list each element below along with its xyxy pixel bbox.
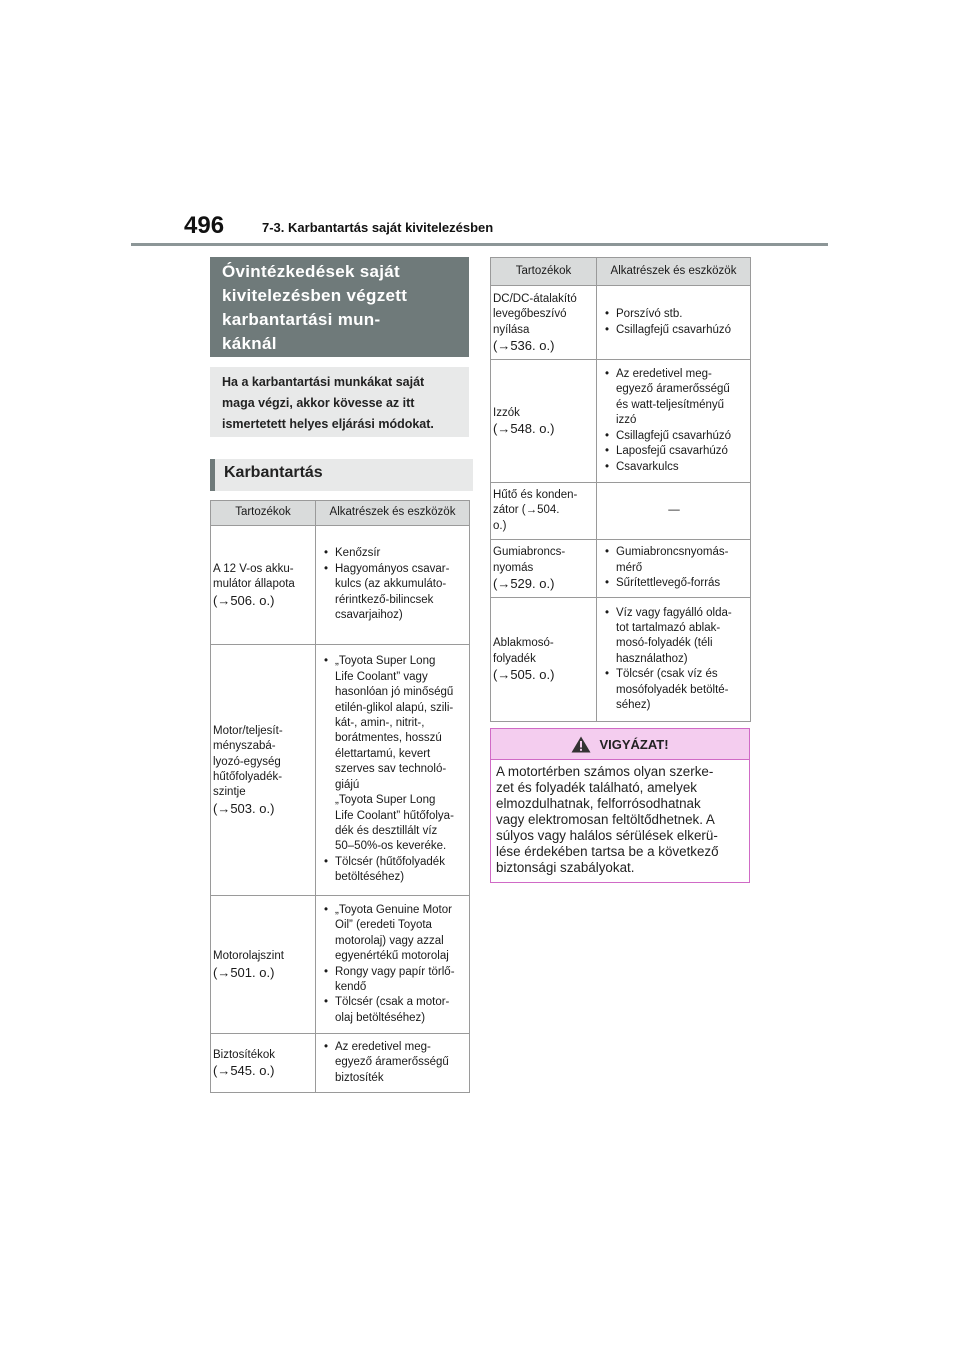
topic-title-line: karbantartási mun-: [222, 310, 381, 329]
page-number: 496: [184, 212, 225, 239]
list-item: • Csillagfejű csavarhúzó: [616, 323, 748, 338]
caution-line: A motortérben számos olyan szerke-: [496, 764, 714, 779]
component-text: nyomás: [493, 561, 534, 574]
component-text: Biztosítékok: [213, 1048, 275, 1061]
component-cell: [491, 360, 597, 483]
component-text: Izzók: [493, 406, 520, 419]
list-item: • Tölcsér (csak víz és mosófolyadék betölté- séhez): [616, 667, 748, 713]
caution-line: zet és folyadék található, amelyek: [496, 780, 697, 795]
table-row: [211, 1034, 470, 1093]
caution-body: [491, 760, 749, 880]
table-header-row: [491, 258, 751, 286]
list-item: • Laposfejű csavarhúzó: [616, 444, 748, 459]
list-item: • Sűrítettlevegő-forrás: [616, 576, 748, 591]
component-text: hűtőfolyadék-: [213, 771, 283, 783]
parts-cell-empty-dash: —: [597, 483, 751, 540]
list-item: • Az eredetivel meg- egyező áramerősségű és watt-teljesítményű izzó: [616, 367, 748, 429]
table-row: [491, 598, 751, 722]
page-reference: (→501. o.): [213, 964, 275, 980]
right-maintenance-table: [490, 257, 751, 722]
list-item: • Tölcsér (hűtőfolyadék betöltéséhez): [335, 855, 467, 886]
topic-title-line: káknál: [222, 334, 277, 353]
component-cell: [211, 896, 316, 1034]
page-reference: (→506. o.): [213, 592, 275, 608]
caution-header: [491, 729, 749, 760]
parts-cell: [597, 286, 751, 360]
subheading: Karbantartás: [210, 459, 473, 491]
component-cell: [491, 483, 597, 540]
table-row: [491, 483, 751, 540]
left-maintenance-table: [210, 500, 470, 1093]
intro-line: Ha a karbantartási munkákat saját: [222, 375, 425, 389]
parts-cell: [597, 598, 751, 722]
component-text: o.): [493, 519, 507, 532]
component-text: szintje: [213, 786, 246, 799]
list-item: • Tölcsér (csak a motor- olaj betöltéséhez): [335, 995, 467, 1026]
parts-cell: [316, 1034, 470, 1093]
component-text: Hűtő és konden-: [493, 488, 578, 501]
list-item: • Rongy vagy papír törlő- kendő: [335, 965, 467, 996]
section-title: 7-3. Karbantartás saját kivitelezésben: [262, 220, 494, 235]
header-rule: [131, 243, 828, 246]
page-reference: (→545. o.): [213, 1063, 275, 1078]
table-row: [491, 286, 751, 360]
caution-line: lése érdekében tartsa be a következő: [496, 844, 719, 859]
page-reference: (→548. o.): [493, 421, 555, 436]
topic-title-box: [210, 257, 469, 357]
list-item: • Hagyományos csavar- kulcs (az akkumuláto- rérintkező-bilincsek csavarjaihoz): [335, 562, 467, 624]
component-text: Gumiabroncs-: [493, 546, 566, 559]
page-reference: (→536. o.): [493, 337, 555, 353]
component-text: nyílása: [493, 323, 530, 336]
component-text: Motorolajszint: [213, 950, 284, 963]
intro-line: ismertetett helyes eljárási módokat.: [222, 417, 434, 431]
header-parts: Alkatrészek és eszközök: [597, 258, 751, 286]
page-reference: (→503. o.): [213, 800, 275, 816]
caution-title: VIGYÁZAT!: [599, 736, 669, 752]
list-item: • Csavarkulcs: [616, 460, 748, 475]
component-cell: [491, 598, 597, 722]
list-item: • Csillagfejű csavarhúzó: [616, 429, 748, 444]
component-text: mulátor állapota: [213, 578, 295, 591]
parts-cell: [316, 645, 470, 896]
list-item: • Az eredetivel meg- egyező áramerősségű biztosíték: [335, 1040, 467, 1086]
table-row: [211, 645, 470, 896]
table-row: [211, 896, 470, 1034]
component-text: Motor/teljesít-: [213, 724, 283, 737]
component-text: folyadék: [493, 652, 536, 665]
topic-title-line: kivitelezésben végzett: [222, 286, 408, 305]
component-text: zátor (→504.: [493, 504, 560, 517]
list-item: • „Toyota Super Long Life Coolant” vagy hasonlóan jó minőségű etilén-glikol alapú, szili- kát-, amin-, nitrit-, borátmentes, hosszú élettartamú, kevert szerves sav technoló- giájú „Toyota Super Long Life Coolant” hűtőfolya- dék és desztillált víz 50–50%-os keveréke.: [335, 654, 467, 854]
component-cell: [211, 645, 316, 896]
component-text: lyozó-egység: [213, 755, 281, 768]
caution-line: súlyos vagy halálos sérülések elkerü-: [496, 828, 718, 843]
list-item: • Porszívó stb.: [616, 307, 748, 322]
header-components: Tartozékok: [491, 258, 597, 286]
parts-cell: [597, 540, 751, 598]
caution-line: elmozdulhatnak, felforrósodhatnak: [496, 796, 701, 811]
warning-triangle-icon: [571, 736, 591, 753]
component-cell: [491, 286, 597, 360]
component-text: A 12 V-os akku-: [213, 562, 294, 575]
component-text: DC/DC-átalakító: [493, 292, 577, 305]
intro-line: maga végzi, akkor kövesse az itt: [222, 396, 415, 410]
list-item: • Kenőzsír: [335, 546, 467, 561]
component-text: Ablakmosó-: [493, 637, 554, 650]
component-cell: [491, 540, 597, 598]
component-text: levegőbeszívó: [493, 308, 567, 321]
parts-cell: [316, 526, 470, 645]
component-cell: [211, 526, 316, 645]
caution-line: vagy elektromosan feltöltődhetnek. A: [496, 812, 715, 827]
table-row: [491, 360, 751, 483]
component-text: ményszabá-: [213, 740, 276, 753]
list-item: • Gumiabroncsnyomás- mérő: [616, 545, 748, 576]
parts-cell: [316, 896, 470, 1034]
parts-cell: [597, 360, 751, 483]
page-reference: (→505. o.): [493, 667, 555, 683]
caution-line: biztonsági szabályokat.: [496, 860, 635, 875]
list-item: • Víz vagy fagyálló olda- tot tartalmazó ablak- mosó-folyadék (téli használathoz): [616, 606, 748, 668]
component-cell: [211, 1034, 316, 1093]
table-header-row: [211, 501, 470, 526]
table-row: [491, 540, 751, 598]
list-item: • „Toyota Genuine Motor Oil” (eredeti Toyota motorolaj) vagy azzal egyenértékű motorolaj: [335, 903, 467, 965]
topic-title-line: Óvintézkedések saját: [222, 262, 400, 281]
page-reference: (→529. o.): [493, 576, 555, 592]
caution-box: [490, 728, 750, 883]
table-row: [211, 526, 470, 645]
header-parts: Alkatrészek és eszközök: [316, 501, 470, 526]
intro-box: [210, 367, 469, 437]
header-components: Tartozékok: [211, 501, 316, 526]
